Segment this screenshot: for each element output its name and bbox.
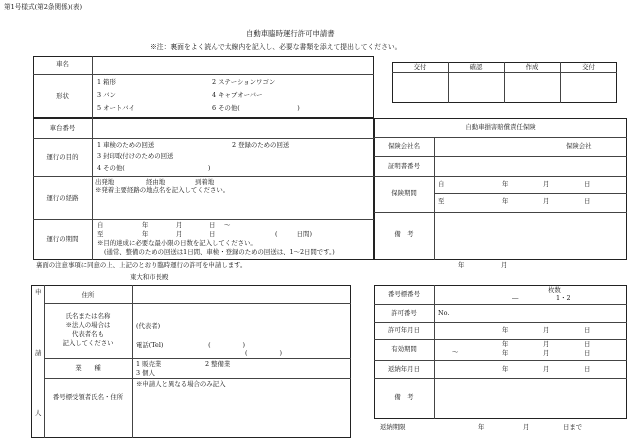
date-part: 月 [543,326,550,334]
purpose-option: 3 封印取付けのための回送 [97,152,174,160]
business-option: 3 個人 [136,369,155,377]
applicant-side-label: 申 [35,288,42,296]
representative-label: (代表者) [136,322,161,330]
shape-option: 2 ステーションワゴン [212,78,276,86]
deadline-part: 月 [523,423,530,431]
consent-month: 月 [501,261,508,269]
term-to: 至 [438,197,445,205]
applicant-box [31,285,351,438]
term-to: 月 [543,197,550,205]
period-to: 至 [97,230,104,238]
chassis-label: 車台番号 [49,124,76,132]
purpose-label: 運行の目的 [46,153,79,161]
name-label: ※法人の場合は [65,321,111,329]
form-title: 自動車臨時運行許可申請書 [246,29,335,38]
period-note: ※目的達成に必要な最小限の日数を記入してください。 [97,239,257,247]
period-from: 年 [142,221,149,229]
period-from: 自 [97,221,104,229]
period-from: 月 [176,221,183,229]
form-number: 第1号様式(第2条関係)(表) [4,3,83,11]
insurance-company-label: 保険会社名 [388,142,420,150]
date-part: 年 [502,326,509,334]
purpose-option: 4 その他( ) [97,164,211,172]
period-to: 年 [142,230,149,238]
deadline-label: 返納期限 [380,423,406,431]
deadline-part: 日まで [563,423,583,431]
shape-option: 3 バン [97,91,116,99]
business-option: 2 整備業 [205,360,231,368]
plate-number-label: 番号標番号 [388,290,420,298]
date-part: 年 [502,340,509,348]
period-note: (通常、整備のための回送は1日間、車検・登録のための回送は、1～2日間です。) [104,248,335,256]
period-label: 運行の期間 [46,235,79,243]
tel-label: ( ) [245,349,282,357]
return-date-label: 返納年月日 [388,365,420,373]
address-label: 住所 [81,291,95,299]
term-label: 保険期間 [391,189,417,197]
term-from: 日 [584,180,591,188]
consent-text: 裏面の注意事項に同意の上、上記のとおり臨時運行の許可を申請します。 [36,261,247,269]
period-from: 日 [209,221,216,229]
date-part: 日 [584,349,591,357]
approval-col: 交付 [413,63,427,71]
shape-option: 1 箱形 [97,78,116,86]
shape-option: 5 オートバイ [97,104,135,112]
permit-number-label: 許可番号 [391,309,417,317]
date-part: 月 [543,349,550,357]
deadline-part: 年 [478,423,485,431]
sheets-value: 1・2 [556,294,571,302]
car-name-label: 車名 [56,60,69,68]
term-to: 日 [584,197,591,205]
route-note: ※発着主要経路の地点名を記入してください。 [95,186,230,194]
approval-col: 確認 [469,63,483,71]
period-from: ～ [224,221,231,229]
route-label: 運行の経路 [46,194,79,202]
date-part: 年 [502,365,509,373]
shape-option: 6 その他( ) [212,104,300,112]
consent-year: 年 [458,261,465,269]
term-from: 年 [502,180,509,188]
name-label: 代表者名も [72,330,104,338]
approval-col: 作成 [525,63,539,71]
date-part: 月 [543,365,550,373]
applicant-side-label: 人 [35,409,42,417]
route-col: 到着地 [195,178,215,186]
insurance-remarks-label: 備 考 [394,230,414,238]
purpose-option: 1 車検のための回送 [97,141,155,149]
term-from: 自 [438,180,445,188]
sheets-label: 枚数 [548,286,561,294]
period-to: 月 [176,230,183,238]
plate-holder-note: ※申請人と異なる場合のみ記入 [136,380,226,388]
plate-holder-label: 番号標受領者氏名・住所 [52,393,124,401]
shape-label: 形状 [56,92,69,100]
shape-option: 4 キャブオーバー [212,91,263,99]
date-part: 年 [502,349,509,357]
permit-date-label: 許可年月日 [388,326,420,334]
date-part: 月 [543,340,550,348]
insurance-company-suffix: 保険会社 [566,142,592,150]
valid-period-label: 有効期間 [391,345,417,353]
form-note: ※注：裏面をよく読んで太線内を記入し、必要な書類を添えて提出してください。 [150,43,402,51]
permit-remarks-label: 備 考 [394,393,414,401]
business-option: 1 販売業 [136,360,162,368]
purpose-option: 2 登録のための回送 [232,141,290,149]
approval-col: 交付 [582,63,595,71]
cert-label: 証明書番号 [388,162,420,170]
date-part: 日 [584,326,591,334]
term-to: 年 [502,197,509,205]
plate-dash: ― [512,294,519,302]
valid-tilde: ～ [452,348,459,356]
permit-number-prefix: No. [438,309,450,317]
addressee: 東大和市長殿 [130,273,169,281]
period-to: 日 [209,230,216,238]
term-from: 月 [543,180,550,188]
tel-label: 電話(Tel) ( ) [136,341,246,349]
date-part: 日 [584,340,591,348]
period-to: ( 日間) [275,230,312,238]
insurance-header: 自動車損害賠償責任保険 [465,123,536,131]
route-col: 出発地 [95,178,115,186]
business-label: 業 種 [75,364,101,372]
date-part: 日 [584,365,591,373]
applicant-side-label: 請 [35,349,42,357]
name-label: 氏名または名称 [65,312,111,320]
name-label: 記入してください [62,339,114,347]
route-col: 経由地 [146,178,166,186]
